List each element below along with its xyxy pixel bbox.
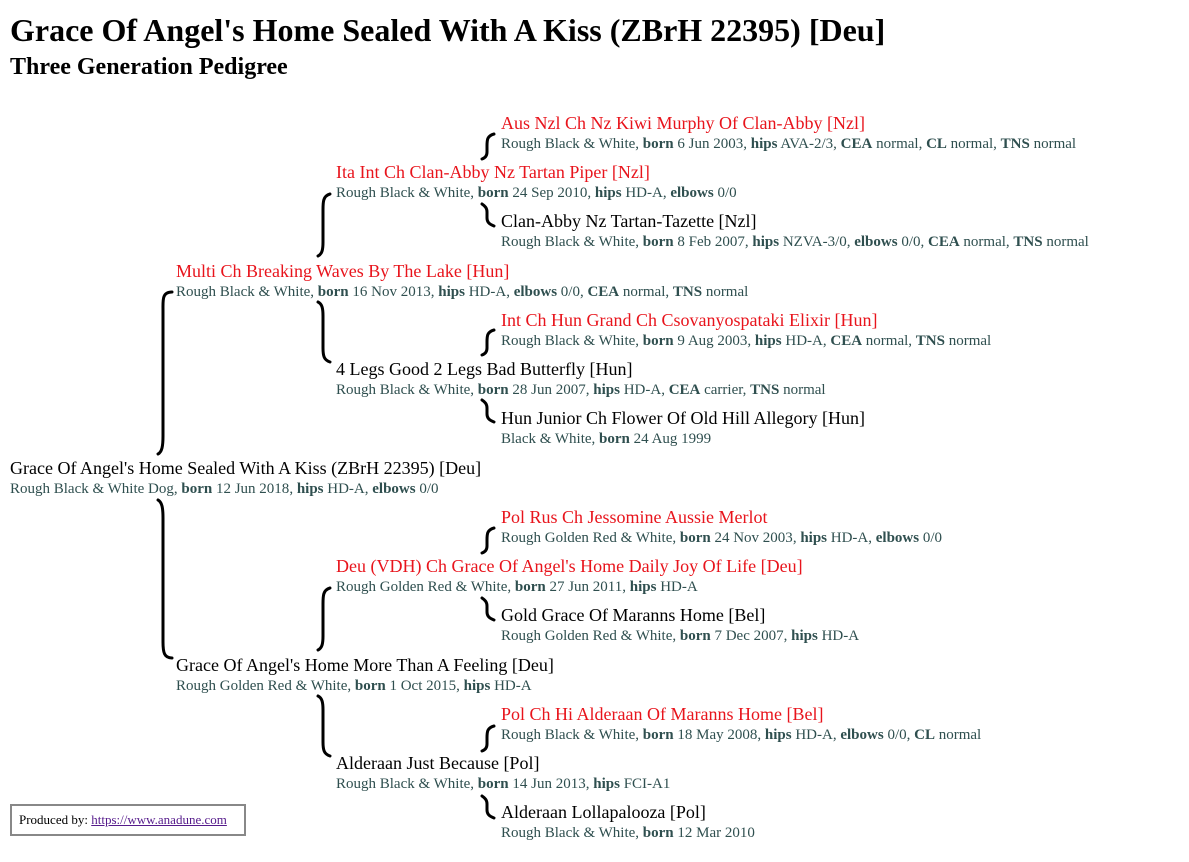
dog-info: Rough Black & White, born 24 Sep 2010, hips HD-A, elbows 0/0 xyxy=(336,185,737,201)
dog-sire-sire-sire xyxy=(501,113,1076,154)
detail-value: HD-A xyxy=(490,678,532,694)
bracket-sd-sdd xyxy=(482,400,494,422)
dog-description: Rough Black & White, xyxy=(176,284,318,300)
dog-info: Rough Black & White, born 18 May 2008, hips HD-A, elbows 0/0, CL normal xyxy=(501,727,982,743)
detail-label: hips xyxy=(594,185,622,201)
detail-label: born xyxy=(477,185,509,201)
dog-dam xyxy=(176,655,554,696)
detail-label: born xyxy=(599,431,630,447)
detail-label: born xyxy=(514,579,546,595)
detail-value: normal xyxy=(959,234,1006,250)
detail-label: hips xyxy=(593,382,620,398)
detail-label: hips xyxy=(754,333,782,349)
bracket-sire-sd xyxy=(318,302,330,362)
dog-name[interactable]: Alderaan Just Because [Pol] xyxy=(336,753,540,773)
dog-dam-dam-dam xyxy=(501,802,755,843)
detail-value: normal xyxy=(619,284,666,300)
detail-value: 24 Aug 1999 xyxy=(629,431,712,447)
detail-value: normal xyxy=(862,333,909,349)
dog-info: Rough Black & White, born 14 Jun 2013, hips FCI-A1 xyxy=(336,776,671,792)
dog-name[interactable]: Aus Nzl Ch Nz Kiwi Murphy Of Clan-Abby [Nzl] xyxy=(501,113,865,133)
detail-value: 0/0 xyxy=(713,185,737,201)
detail-value: 12 Jun 2018 xyxy=(212,481,290,497)
detail-label: born xyxy=(679,628,711,644)
detail-label: elbows xyxy=(372,481,416,497)
detail-label: hips xyxy=(438,284,465,300)
page-title: Grace Of Angel's Home Sealed With A Kiss (ZBrH 22395) [Deu] xyxy=(10,12,886,48)
dog-description: Rough Black & White, xyxy=(501,727,643,743)
detail-label: born xyxy=(354,678,386,694)
detail-value: 16 Nov 2013 xyxy=(348,284,431,300)
detail-value: normal xyxy=(944,333,992,349)
detail-label: elbows xyxy=(840,727,884,743)
detail-value: NZVA-3/0 xyxy=(779,234,847,250)
dog-name: Grace Of Angel's Home Sealed With A Kiss (ZBrH 22395) [Deu] xyxy=(10,458,482,478)
dog-description: Black & White, xyxy=(501,431,600,447)
dog-sire-sire xyxy=(336,162,737,203)
dog-description: Rough Black & White, xyxy=(336,382,478,398)
dog-info: Rough Golden Red & White, born 7 Dec 2007, hips HD-A xyxy=(501,628,860,644)
detail-label: hips xyxy=(800,530,828,546)
detail-label: born xyxy=(642,727,674,743)
detail-label: born xyxy=(679,530,711,546)
dog-sire-sire-dam xyxy=(501,211,1089,252)
bracket-sire-ss xyxy=(318,194,330,256)
detail-value: 18 May 2008 xyxy=(673,727,758,743)
dog-name[interactable]: Alderaan Lollapalooza [Pol] xyxy=(501,802,706,822)
detail-value: HD-A xyxy=(827,530,869,546)
dog-description: Rough Golden Red & White, xyxy=(336,579,515,595)
dog-info: Rough Golden Red & White, born 24 Nov 2003, hips HD-A, elbows 0/0 xyxy=(501,530,943,546)
dog-name[interactable]: Multi Ch Breaking Waves By The Lake [Hun] xyxy=(176,261,510,281)
detail-value: 9 Aug 2003 xyxy=(673,333,748,349)
dog-name[interactable]: Grace Of Angel's Home More Than A Feeling [Deu] xyxy=(176,655,554,675)
detail-value: 0/0 xyxy=(415,481,439,497)
detail-label: TNS xyxy=(915,333,945,349)
dog-name[interactable]: Gold Grace Of Maranns Home [Bel] xyxy=(501,605,766,625)
dog-name[interactable]: Pol Ch Hi Alderaan Of Maranns Home [Bel] xyxy=(501,704,824,724)
detail-value: 0/0 xyxy=(557,284,580,300)
detail-value: 24 Sep 2010 xyxy=(508,185,588,201)
dog-sire-dam-sire xyxy=(501,310,991,351)
bracket-ss-ssd xyxy=(482,204,494,226)
detail-value: normal xyxy=(702,284,749,300)
dog-name[interactable]: Pol Rus Ch Jessomine Aussie Merlot xyxy=(501,507,768,527)
detail-label: CL xyxy=(926,136,947,152)
detail-label: hips xyxy=(791,628,818,644)
detail-label: elbows xyxy=(854,234,898,250)
detail-label: hips xyxy=(764,727,792,743)
detail-value: 1 Oct 2015 xyxy=(385,678,457,694)
detail-value: FCI-A1 xyxy=(619,776,671,792)
detail-label: CEA xyxy=(830,333,863,349)
detail-value: normal xyxy=(934,727,982,743)
dog-description: Rough Golden Red & White, xyxy=(176,678,355,694)
detail-value: carrier xyxy=(700,382,743,398)
detail-label: CEA xyxy=(587,284,620,300)
detail-label: hips xyxy=(752,234,780,250)
dog-sire-dam-dam xyxy=(501,408,865,449)
page-subtitle: Three Generation Pedigree xyxy=(10,54,288,80)
bracket-ss-sss xyxy=(482,134,494,159)
detail-value: 12 Mar 2010 xyxy=(673,825,755,841)
detail-label: elbows xyxy=(875,530,920,546)
detail-value: 8 Feb 2007 xyxy=(673,234,745,250)
dog-name[interactable]: Clan-Abby Nz Tartan-Tazette [Nzl] xyxy=(501,211,757,231)
detail-value: 24 Nov 2003 xyxy=(710,530,793,546)
detail-label: born xyxy=(642,234,674,250)
dog-info: Rough Black & White, born 16 Nov 2013, hips HD-A, elbows 0/0, CEA normal, TNS normal xyxy=(176,284,749,300)
detail-label: CL xyxy=(914,727,935,743)
detail-label: elbows xyxy=(513,284,558,300)
detail-label: hips xyxy=(463,678,491,694)
bracket-dam-ds xyxy=(318,588,330,650)
dog-name[interactable]: Hun Junior Ch Flower Of Old Hill Allegory [Hun] xyxy=(501,408,865,428)
dog-description: Rough Black & White, xyxy=(336,776,478,792)
detail-value: HD-A xyxy=(464,284,507,300)
detail-label: hips xyxy=(593,776,620,792)
detail-label: born xyxy=(477,382,509,398)
dog-dam-sire-sire xyxy=(501,507,942,548)
detail-value: HD-A xyxy=(656,579,698,595)
dog-info: Rough Black & White, born 8 Feb 2007, hips NZVA-3/0, elbows 0/0, CEA normal, TNS normal xyxy=(501,234,1089,250)
produced-by-label: Produced by: xyxy=(19,812,92,827)
detail-label: born xyxy=(642,825,674,841)
dog-info xyxy=(501,429,865,449)
detail-label: hips xyxy=(750,136,778,152)
dog-sire xyxy=(176,261,748,302)
dog-dam-dam xyxy=(336,753,670,794)
detail-value: normal xyxy=(946,136,994,152)
dog-description: Rough Black & White, xyxy=(336,185,478,201)
detail-value: 0/0 xyxy=(897,234,921,250)
bracket-dam-dd xyxy=(318,696,330,756)
detail-value: HD-A xyxy=(621,185,663,201)
bracket-ds-dsd xyxy=(482,598,494,620)
detail-label: born xyxy=(642,136,674,152)
detail-label: TNS xyxy=(750,382,780,398)
bracket-dd-dds xyxy=(482,726,494,751)
dog-description: Rough Black & White, xyxy=(501,234,643,250)
dog-description: Rough Golden Red & White, xyxy=(501,530,680,546)
dog-info: Rough Black & White, born 9 Aug 2003, hips HD-A, CEA normal, TNS normal xyxy=(501,333,992,349)
detail-value: normal xyxy=(1042,234,1089,250)
bracket-subject-sire xyxy=(158,292,172,454)
dog-info: Rough Black & White, born 6 Jun 2003, hips AVA-2/3, CEA normal, CL normal, TNS normal xyxy=(501,136,1077,152)
dog-description: Rough Black & White, xyxy=(501,825,643,841)
bracket-dd-ddd xyxy=(482,796,494,818)
dog-dam-sire xyxy=(336,556,803,597)
detail-value: HD-A xyxy=(791,727,833,743)
detail-value: normal xyxy=(1029,136,1077,152)
dog-info xyxy=(501,823,755,843)
dog-name[interactable]: Ita Int Ch Clan-Abby Nz Tartan Piper [Nzl] xyxy=(336,162,650,182)
detail-label: born xyxy=(642,333,674,349)
detail-value: 14 Jun 2013 xyxy=(508,776,586,792)
detail-label: TNS xyxy=(1013,234,1043,250)
dog-description: Rough Black & White, xyxy=(501,136,643,152)
dog-name[interactable]: Int Ch Hun Grand Ch Csovanyospataki Elixir [Hun] xyxy=(501,310,878,330)
detail-label: CEA xyxy=(668,382,701,398)
produced-by-link[interactable]: https://www.anadune.com xyxy=(91,812,227,827)
detail-value: 6 Jun 2003 xyxy=(673,136,744,152)
dog-sire-dam xyxy=(336,359,826,400)
dog-info: Rough Golden Red & White, born 1 Oct 2015, hips HD-A xyxy=(176,678,532,694)
detail-value: normal xyxy=(779,382,826,398)
detail-value: 27 Jun 2011 xyxy=(545,579,623,595)
detail-label: TNS xyxy=(672,284,703,300)
detail-value: AVA-2/3 xyxy=(777,136,834,152)
detail-label: CEA xyxy=(840,136,873,152)
detail-label: born xyxy=(181,481,213,497)
detail-value: 7 Dec 2007 xyxy=(710,628,784,644)
dog-description: Rough Black & White, xyxy=(501,333,643,349)
dog-info: Rough Golden Red & White, born 27 Jun 2011, hips HD-A xyxy=(336,579,698,595)
dog-subject xyxy=(10,458,481,499)
detail-label: born xyxy=(477,776,509,792)
bracket-subject-dam xyxy=(158,500,172,658)
dog-dam-sire-dam xyxy=(501,605,859,646)
detail-value: normal xyxy=(872,136,919,152)
dog-dam-dam-sire xyxy=(501,704,981,745)
detail-value: HD-A xyxy=(781,333,823,349)
dog-description: Rough Golden Red & White, xyxy=(501,628,680,644)
bracket-sd-sds xyxy=(482,330,494,355)
detail-value: HD-A xyxy=(619,382,662,398)
dog-info: Rough Black & White Dog, born 12 Jun 2018, hips HD-A, elbows 0/0 xyxy=(10,481,439,497)
dog-name[interactable]: Deu (VDH) Ch Grace Of Angel's Home Daily Joy Of Life [Deu] xyxy=(336,556,803,576)
detail-label: CEA xyxy=(928,234,960,250)
dog-description: Rough Black & White Dog, xyxy=(10,481,182,497)
detail-value: 0/0 xyxy=(919,530,943,546)
detail-label: TNS xyxy=(1000,136,1030,152)
detail-label: hips xyxy=(629,579,657,595)
detail-label: elbows xyxy=(670,185,714,201)
produced-by-box xyxy=(10,804,246,836)
dog-name[interactable]: 4 Legs Good 2 Legs Bad Butterfly [Hun] xyxy=(336,359,633,379)
detail-label: born xyxy=(317,284,349,300)
detail-value: HD-A xyxy=(323,481,365,497)
detail-value: 28 Jun 2007 xyxy=(508,382,586,398)
dog-info: Rough Black & White, born 28 Jun 2007, hips HD-A, CEA carrier, TNS normal xyxy=(336,382,826,398)
bracket-ds-dss xyxy=(482,528,494,553)
detail-value: 0/0 xyxy=(883,727,907,743)
detail-value: HD-A xyxy=(817,628,860,644)
detail-label: hips xyxy=(296,481,324,497)
